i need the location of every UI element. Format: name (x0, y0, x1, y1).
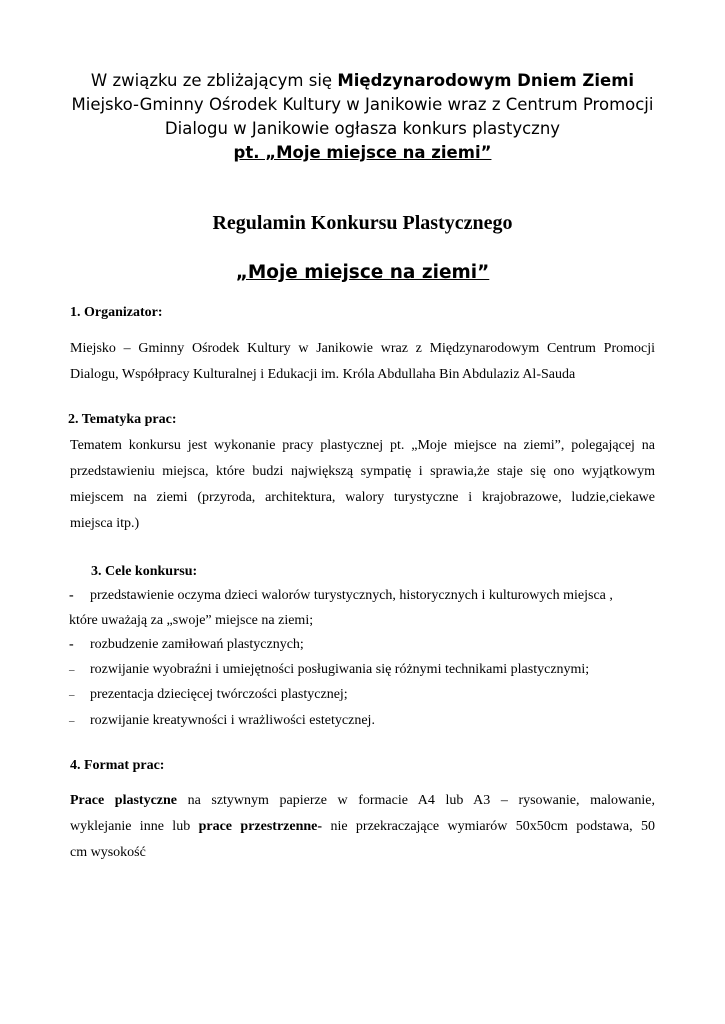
header-line-3: Dialogu w Janikowie ogłasza konkurs plastyczny (164, 119, 561, 138)
section-theme-text: Tematem konkursu jest wykonanie pracy plastycznej pt. „Moje miejsce na ziemi”, polegającej na przedstawieniu miejsca, które budzi największą sympatię i sprawia,że staje się ono wyjątkowym miejscem na ziemi (przyroda, architektura, walory turystyczne i krajobrazowe, ludzie,ciekawe miejsca itp.) (70, 438, 655, 531)
goal-item-4: – prezentacja dziecięcej twórczości plastycznej; (69, 687, 348, 702)
earth-day-name: Międzynarodowym Dniem Ziemi (337, 71, 635, 90)
document-subtitle: „Moje miejsce na ziemi” (235, 262, 490, 283)
section-organizer-text: Miejsko – Gminny Ośrodek Kultury w Janikowie wraz z Międzynarodowym Centrum Promocji Dialogu, Współpracy Kulturalnej i Edukacji im. Króla Abdullaha Bin Abdulaziz Al-Sauda (70, 341, 655, 382)
goal-item-5: – rozwijanie kreatywności i wrażliwości estetycznej. (69, 713, 375, 728)
goal-item-3: – rozwijanie wyobraźni i umiejętności posługiwania się różnymi technikami plastycznymi; (69, 662, 590, 677)
announcement-header (60, 69, 665, 165)
section-format-heading: 4. Format prac: (70, 758, 165, 773)
section-theme-heading: 2. Tematyka prac: (68, 412, 177, 427)
goal-item-2: - rozbudzenie zamiłowań plastycznych; (69, 637, 304, 652)
document-title: Regulamin Konkursu Plastycznego (212, 212, 513, 234)
section-format-text: Prace plastyczne na sztywnym papierze w formacie A4 lub A3 – rysowanie, malowanie, wyklejanie inne lub prace przestrzenne- nie przekraczające wymiarów 50x50cm podstawa, 50 cm wysokość (70, 793, 655, 860)
goal-item-1: - przedstawienie oczyma dzieci walorów turystycznych, historycznych i kulturowych miejsca , (69, 588, 613, 603)
section-organizer-heading: 1. Organizator: (70, 305, 163, 320)
header-line-1: W związku ze zbliżającym się Międzynarodowym Dniem Ziemi (90, 71, 635, 90)
header-line-2: Miejsko-Gminny Ośrodek Kultury w Janikowie wraz z Centrum Promocji (71, 95, 654, 114)
section-goals-heading: 3. Cele konkursu: (91, 564, 198, 579)
header-line-4: pt. „Moje miejsce na ziemi” (233, 143, 492, 162)
goal-item-1-continued: które uważają za „swoje” miejsce na ziemi; (69, 613, 314, 628)
